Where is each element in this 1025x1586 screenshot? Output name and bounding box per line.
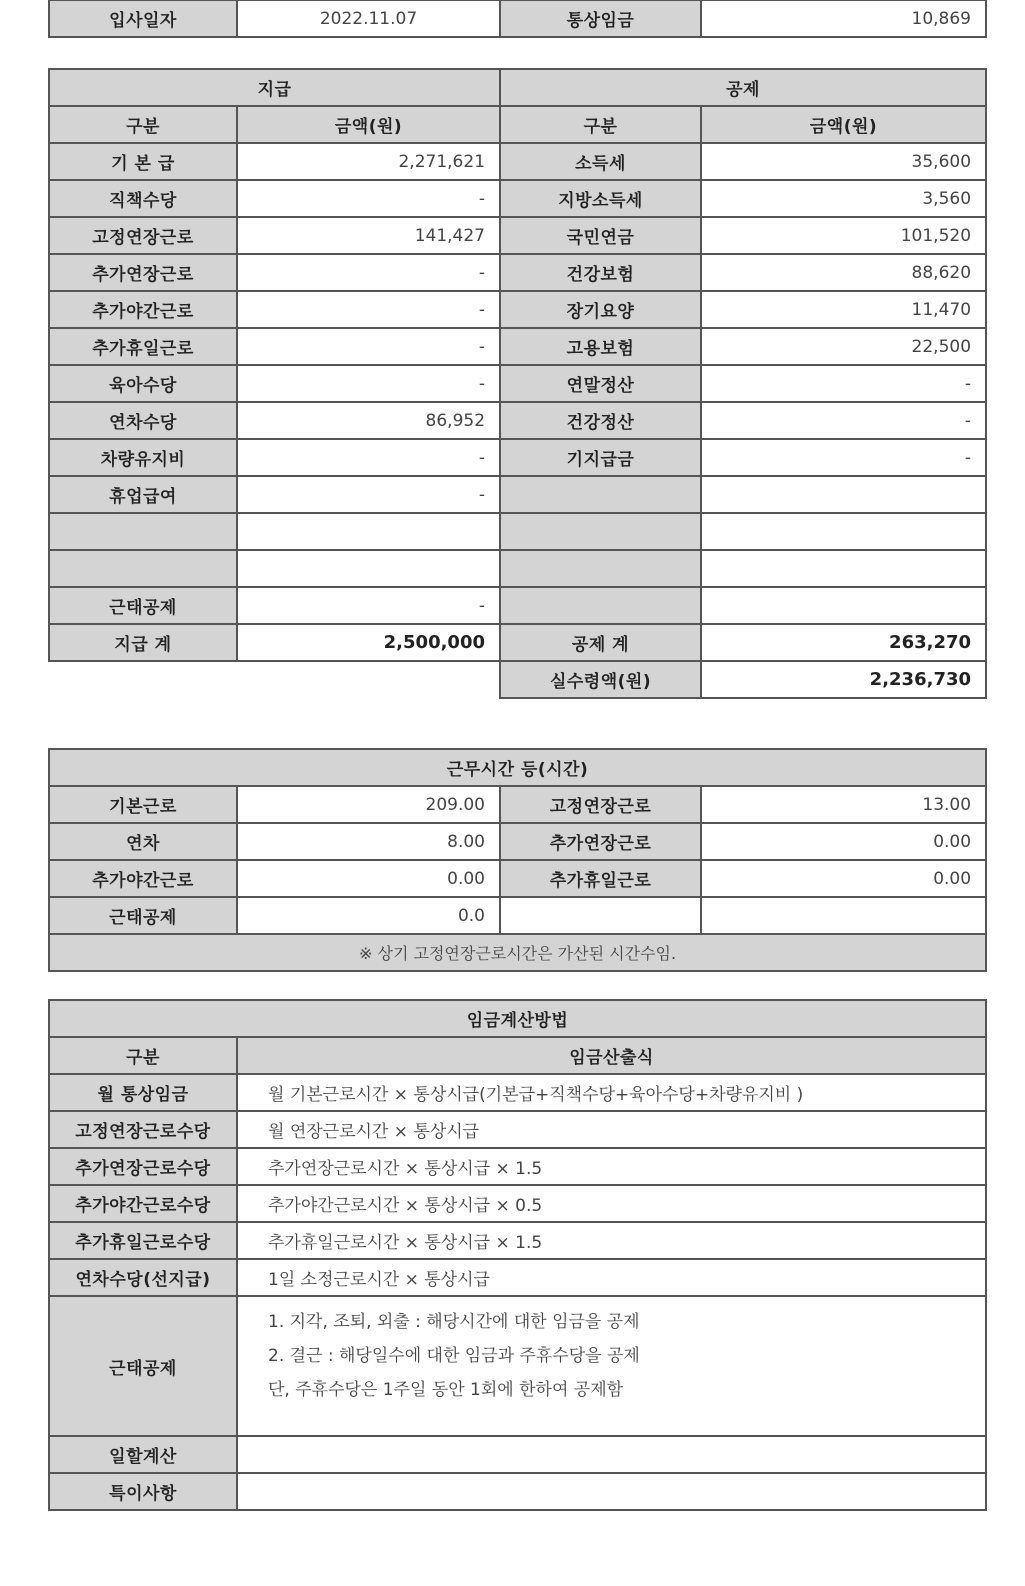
hours-item-value: 13.00 xyxy=(701,786,986,823)
total-deduction-label: 공제 계 xyxy=(500,624,701,661)
deduction-item-value: 101,520 xyxy=(701,217,986,254)
net-pay-value: 2,236,730 xyxy=(701,661,986,698)
table-row xyxy=(49,439,986,476)
pay-item-value xyxy=(237,550,500,587)
deduction-item-value: 11,470 xyxy=(701,291,986,328)
hours-item-value: 0.00 xyxy=(701,860,986,897)
deduction-item-value xyxy=(701,550,986,587)
table-row xyxy=(49,1259,986,1296)
deduction-item-label: 장기요양 xyxy=(500,291,701,328)
deduction-amount-header: 금액(원) xyxy=(701,106,986,143)
method-item-formula: 월 기본근로시간 × 통상시급(기본급+직책수당+육아수당+차량유지비 ) xyxy=(237,1074,986,1111)
table-row xyxy=(49,365,986,402)
pay-amount-header: 금액(원) xyxy=(237,106,500,143)
table-row xyxy=(49,254,986,291)
table-row xyxy=(49,180,986,217)
pay-item-label: 추가야간근로 xyxy=(49,291,237,328)
attendance-deduction-rules xyxy=(237,1296,986,1436)
table-row xyxy=(49,1185,986,1222)
deduction-item-label: 지방소득세 xyxy=(500,180,701,217)
method-item-formula: 1일 소정근로시간 × 통상시급 xyxy=(237,1259,986,1296)
table-row xyxy=(49,402,986,439)
method-item-label: 추가야간근로수당 xyxy=(49,1185,237,1222)
table-row xyxy=(49,1074,986,1111)
wage-method-table xyxy=(48,999,987,1511)
attendance-rule-line: 2. 결근 : 해당일수에 대한 임금과 주휴수당을 공제 xyxy=(268,1346,640,1366)
pay-header: 지급 xyxy=(49,69,500,106)
deduction-item-value: - xyxy=(701,402,986,439)
deduction-item-label xyxy=(500,476,701,513)
deduction-item-value: - xyxy=(701,439,986,476)
deduction-item-value: 88,620 xyxy=(701,254,986,291)
table-row xyxy=(49,823,986,860)
hire-date-value: 2022.11.07 xyxy=(237,0,500,37)
deduction-item-value: 3,560 xyxy=(701,180,986,217)
table-row xyxy=(49,786,986,823)
table-row xyxy=(49,143,986,180)
deduction-category-header: 구분 xyxy=(500,106,701,143)
table-row xyxy=(49,291,986,328)
pay-deduction-table xyxy=(48,68,987,699)
pay-item-label: 추가연장근로 xyxy=(49,254,237,291)
table-row xyxy=(49,328,986,365)
total-pay-label: 지급 계 xyxy=(49,624,237,661)
table-row xyxy=(49,1148,986,1185)
deduction-item-value xyxy=(701,513,986,550)
hours-item-label xyxy=(500,897,701,934)
deduction-item-label xyxy=(500,513,701,550)
pay-item-value: - xyxy=(237,254,500,291)
hours-item-label: 기본근로 xyxy=(49,786,237,823)
deduction-item-label: 소득세 xyxy=(500,143,701,180)
deduction-item-value: 35,600 xyxy=(701,143,986,180)
hours-note: ※ 상기 고정연장근로시간은 가산된 시간수임. xyxy=(49,934,986,971)
method-title: 임금계산방법 xyxy=(49,1000,986,1037)
hours-item-value: 0.00 xyxy=(237,860,500,897)
table-row xyxy=(49,860,986,897)
pay-category-header: 구분 xyxy=(49,106,237,143)
blank-cell xyxy=(49,661,237,698)
deduction-item-label: 기지급금 xyxy=(500,439,701,476)
special-notes-value xyxy=(237,1473,986,1510)
pay-item-value: - xyxy=(237,291,500,328)
pay-item-label: 기 본 급 xyxy=(49,143,237,180)
deduction-item-label: 고용보험 xyxy=(500,328,701,365)
hours-item-label: 고정연장근로 xyxy=(500,786,701,823)
hours-item-value: 0.00 xyxy=(701,823,986,860)
method-item-label: 연차수당(선지급) xyxy=(49,1259,237,1296)
pay-item-label: 차량유지비 xyxy=(49,439,237,476)
method-item-formula: 추가야간근로시간 × 통상시급 × 0.5 xyxy=(237,1185,986,1222)
hours-item-value: 0.0 xyxy=(237,897,500,934)
method-category-header: 구분 xyxy=(49,1037,237,1074)
total-pay-value: 2,500,000 xyxy=(237,624,500,661)
hours-item-label: 추가야간근로 xyxy=(49,860,237,897)
pay-item-value: 86,952 xyxy=(237,402,500,439)
pay-item-value: 2,271,621 xyxy=(237,143,500,180)
hours-item-value xyxy=(701,897,986,934)
ordinary-wage-value: 10,869 xyxy=(701,0,986,37)
pay-item-label xyxy=(49,513,237,550)
method-item-label: 월 통상임금 xyxy=(49,1074,237,1111)
pay-item-label: 고정연장근로 xyxy=(49,217,237,254)
prorate-label: 일할계산 xyxy=(49,1436,237,1473)
deduction-header: 공제 xyxy=(500,69,986,106)
table-row xyxy=(49,476,986,513)
table-row xyxy=(49,1222,986,1259)
hours-item-label: 연차 xyxy=(49,823,237,860)
employee-info-table xyxy=(48,0,987,38)
pay-item-value xyxy=(237,513,500,550)
pay-item-label: 휴업급여 xyxy=(49,476,237,513)
pay-item-value: 141,427 xyxy=(237,217,500,254)
table-row xyxy=(49,897,986,934)
pay-item-value: - xyxy=(237,328,500,365)
hours-item-label: 근태공제 xyxy=(49,897,237,934)
hire-date-label: 입사일자 xyxy=(49,0,237,37)
attendance-rule-line: 단, 주휴수당은 1주일 동안 1회에 한하여 공제함 xyxy=(268,1380,624,1400)
deduction-item-label xyxy=(500,587,701,624)
deduction-item-label xyxy=(500,550,701,587)
hours-title: 근무시간 등(시간) xyxy=(49,749,986,786)
pay-item-label xyxy=(49,550,237,587)
table-row xyxy=(49,513,986,550)
deduction-item-label: 연말정산 xyxy=(500,365,701,402)
table-row xyxy=(49,587,986,624)
method-formula-header: 임금산출식 xyxy=(237,1037,986,1074)
deduction-item-label: 건강정산 xyxy=(500,402,701,439)
pay-item-label: 직책수당 xyxy=(49,180,237,217)
hours-item-value: 8.00 xyxy=(237,823,500,860)
method-item-formula: 월 연장근로시간 × 통상시급 xyxy=(237,1111,986,1148)
deduction-item-value xyxy=(701,587,986,624)
prorate-value xyxy=(237,1436,986,1473)
method-item-label: 고정연장근로수당 xyxy=(49,1111,237,1148)
total-deduction-value: 263,270 xyxy=(701,624,986,661)
special-notes-label: 특이사항 xyxy=(49,1473,237,1510)
table-row xyxy=(49,1111,986,1148)
blank-cell xyxy=(237,661,500,698)
deduction-item-label: 건강보험 xyxy=(500,254,701,291)
method-item-label: 추가휴일근로수당 xyxy=(49,1222,237,1259)
hours-item-label: 추가휴일근로 xyxy=(500,860,701,897)
deduction-item-value: 22,500 xyxy=(701,328,986,365)
table-row xyxy=(49,550,986,587)
deduction-item-label: 국민연금 xyxy=(500,217,701,254)
net-pay-label: 실수령액(원) xyxy=(500,661,701,698)
hours-item-label: 추가연장근로 xyxy=(500,823,701,860)
pay-item-label: 연차수당 xyxy=(49,402,237,439)
hours-item-value: 209.00 xyxy=(237,786,500,823)
pay-item-label: 육아수당 xyxy=(49,365,237,402)
table-row xyxy=(49,217,986,254)
working-hours-table xyxy=(48,748,987,972)
pay-item-value: - xyxy=(237,587,500,624)
method-item-formula: 추가휴일근로시간 × 통상시급 × 1.5 xyxy=(237,1222,986,1259)
method-item-label: 추가연장근로수당 xyxy=(49,1148,237,1185)
deduction-item-value xyxy=(701,476,986,513)
attendance-deduction-label: 근태공제 xyxy=(49,1296,237,1436)
pay-item-value: - xyxy=(237,476,500,513)
method-item-formula: 추가연장근로시간 × 통상시급 × 1.5 xyxy=(237,1148,986,1185)
pay-item-value: - xyxy=(237,180,500,217)
pay-item-label: 근태공제 xyxy=(49,587,237,624)
attendance-rule-line: 1. 지각, 조퇴, 외출 : 해당시간에 대한 임금을 공제 xyxy=(268,1312,640,1332)
ordinary-wage-label: 통상임금 xyxy=(500,0,701,37)
pay-item-label: 추가휴일근로 xyxy=(49,328,237,365)
pay-item-value: - xyxy=(237,439,500,476)
pay-item-value: - xyxy=(237,365,500,402)
deduction-item-value: - xyxy=(701,365,986,402)
